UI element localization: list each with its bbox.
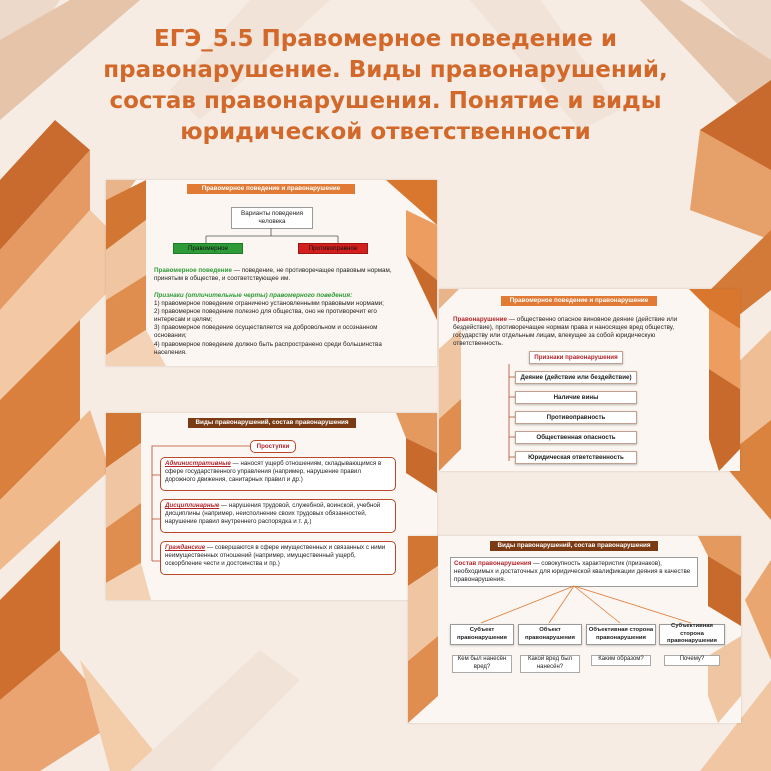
- composition-component: Объект правонарушения: [518, 624, 582, 645]
- slide-offense-composition: [408, 536, 741, 723]
- composition-question: Какой вред был нанесён?: [520, 655, 580, 673]
- definition-term: Состав правонарушения: [454, 560, 532, 567]
- definition-term: Правонарушение: [453, 316, 508, 323]
- legal-behavior-box: Правомерное: [173, 243, 243, 254]
- definition-term: Правомерное поведение: [154, 267, 232, 274]
- sign-item: 3) правомерное поведение осуществляется на добровольном и осознанном основании;: [154, 324, 378, 340]
- composition-question: Кем был нанесён вред?: [452, 655, 512, 673]
- offense-type-text: — нарушения трудовой, служебной, воинской, учебной дисциплины (например, неисполнение своих трудовых обязанностей, нарушение правил внутреннего распорядка и т. д.): [165, 502, 381, 525]
- slide-header: Виды правонарушений, состав правонарушения: [188, 418, 356, 428]
- legal-behavior-signs: [154, 292, 404, 357]
- definition-text: — совокупность характеристик (признаков), необходимых и достаточных для юридической квалификации деяния в качестве правонарушения.: [454, 560, 691, 583]
- slide-offense-signs: [439, 289, 740, 471]
- slide-header: Правомерное поведение и правонарушение: [187, 184, 355, 194]
- illegal-behavior-box: Противоправное: [298, 243, 368, 254]
- legal-behavior-definition: [154, 267, 404, 283]
- offense-signs-title: Признаки правонарушения: [529, 351, 623, 364]
- offense-type-civil: [160, 541, 396, 575]
- definition-text: — поведение, не противоречащее правовым нормам, принятым в обществе, и соответствующее им.: [154, 267, 392, 283]
- offense-type-term: Административные: [165, 460, 231, 467]
- offense-sign-item: Противоправность: [515, 411, 637, 424]
- offense-type-term: Гражданские: [165, 544, 206, 551]
- offense-type-administrative: [160, 457, 396, 491]
- offense-sign-item: Общественная опасность: [515, 431, 637, 444]
- offense-type-text: — наносят ущерб отношениям, складывающимся в сфере государственного управления (например, нарушение правил дорожного движения, санитарных правил и др.): [165, 460, 382, 483]
- sign-item: 1) правомерное поведение ограничено установленными правовыми нормами;: [154, 300, 384, 308]
- composition-component: Субъект правонарушения: [450, 624, 514, 645]
- offense-sign-item: Деяние (действие или бездействие): [515, 371, 637, 384]
- composition-component: Субъективная сторона правонарушения: [659, 624, 725, 645]
- slide-legal-behavior: [106, 180, 437, 366]
- sign-item: 2) правомерное поведение полезно для общества, оно не противоречит его интересам и целям;: [154, 308, 377, 324]
- slide-offense-types: [106, 413, 437, 600]
- offense-type-term: Дисциплинарные: [165, 502, 220, 509]
- offense-sign-item: Наличие вины: [515, 391, 637, 404]
- composition-component: Объективная сторона правонарушения: [586, 624, 656, 645]
- sign-item: 4) правомерное поведение должно быть распространено среди большинства населения.: [154, 340, 382, 356]
- slide-header: Виды правонарушений, состав правонарушения: [490, 541, 658, 551]
- offense-type-text: — совершаются в сфере имущественных и связанных с ними неимущественных отношений (например, имущественный ущерб, оскорбление чести и достоинства и пр.): [165, 544, 386, 567]
- signs-title: Признаки (отличительные черты) правомерного поведения:: [154, 292, 353, 299]
- slide-header: Правомерное поведение и правонарушение: [501, 296, 657, 306]
- misdeeds-label: Проступки: [250, 440, 296, 453]
- composition-question: Каким образом?: [591, 655, 651, 666]
- definition-text: — общественно опасное виновное деяние (действие или бездействие), противоречащее нормам права и наносящее вред обществу, государству или отдельным лицам, влекущее за собой юридическую ответственность.: [453, 316, 678, 348]
- page-title: ЕГЭ_5.5 Правомерное поведение и правонарушение. Виды правонарушений, состав правонарушения. Понятие и виды юридической ответственности: [103, 26, 668, 145]
- offense-sign-item: Юридическая ответственность: [515, 451, 637, 464]
- behavior-variants-box: Варианты поведения человека: [231, 207, 313, 229]
- composition-question: Почему?: [664, 655, 720, 666]
- offense-type-disciplinary: [160, 499, 396, 533]
